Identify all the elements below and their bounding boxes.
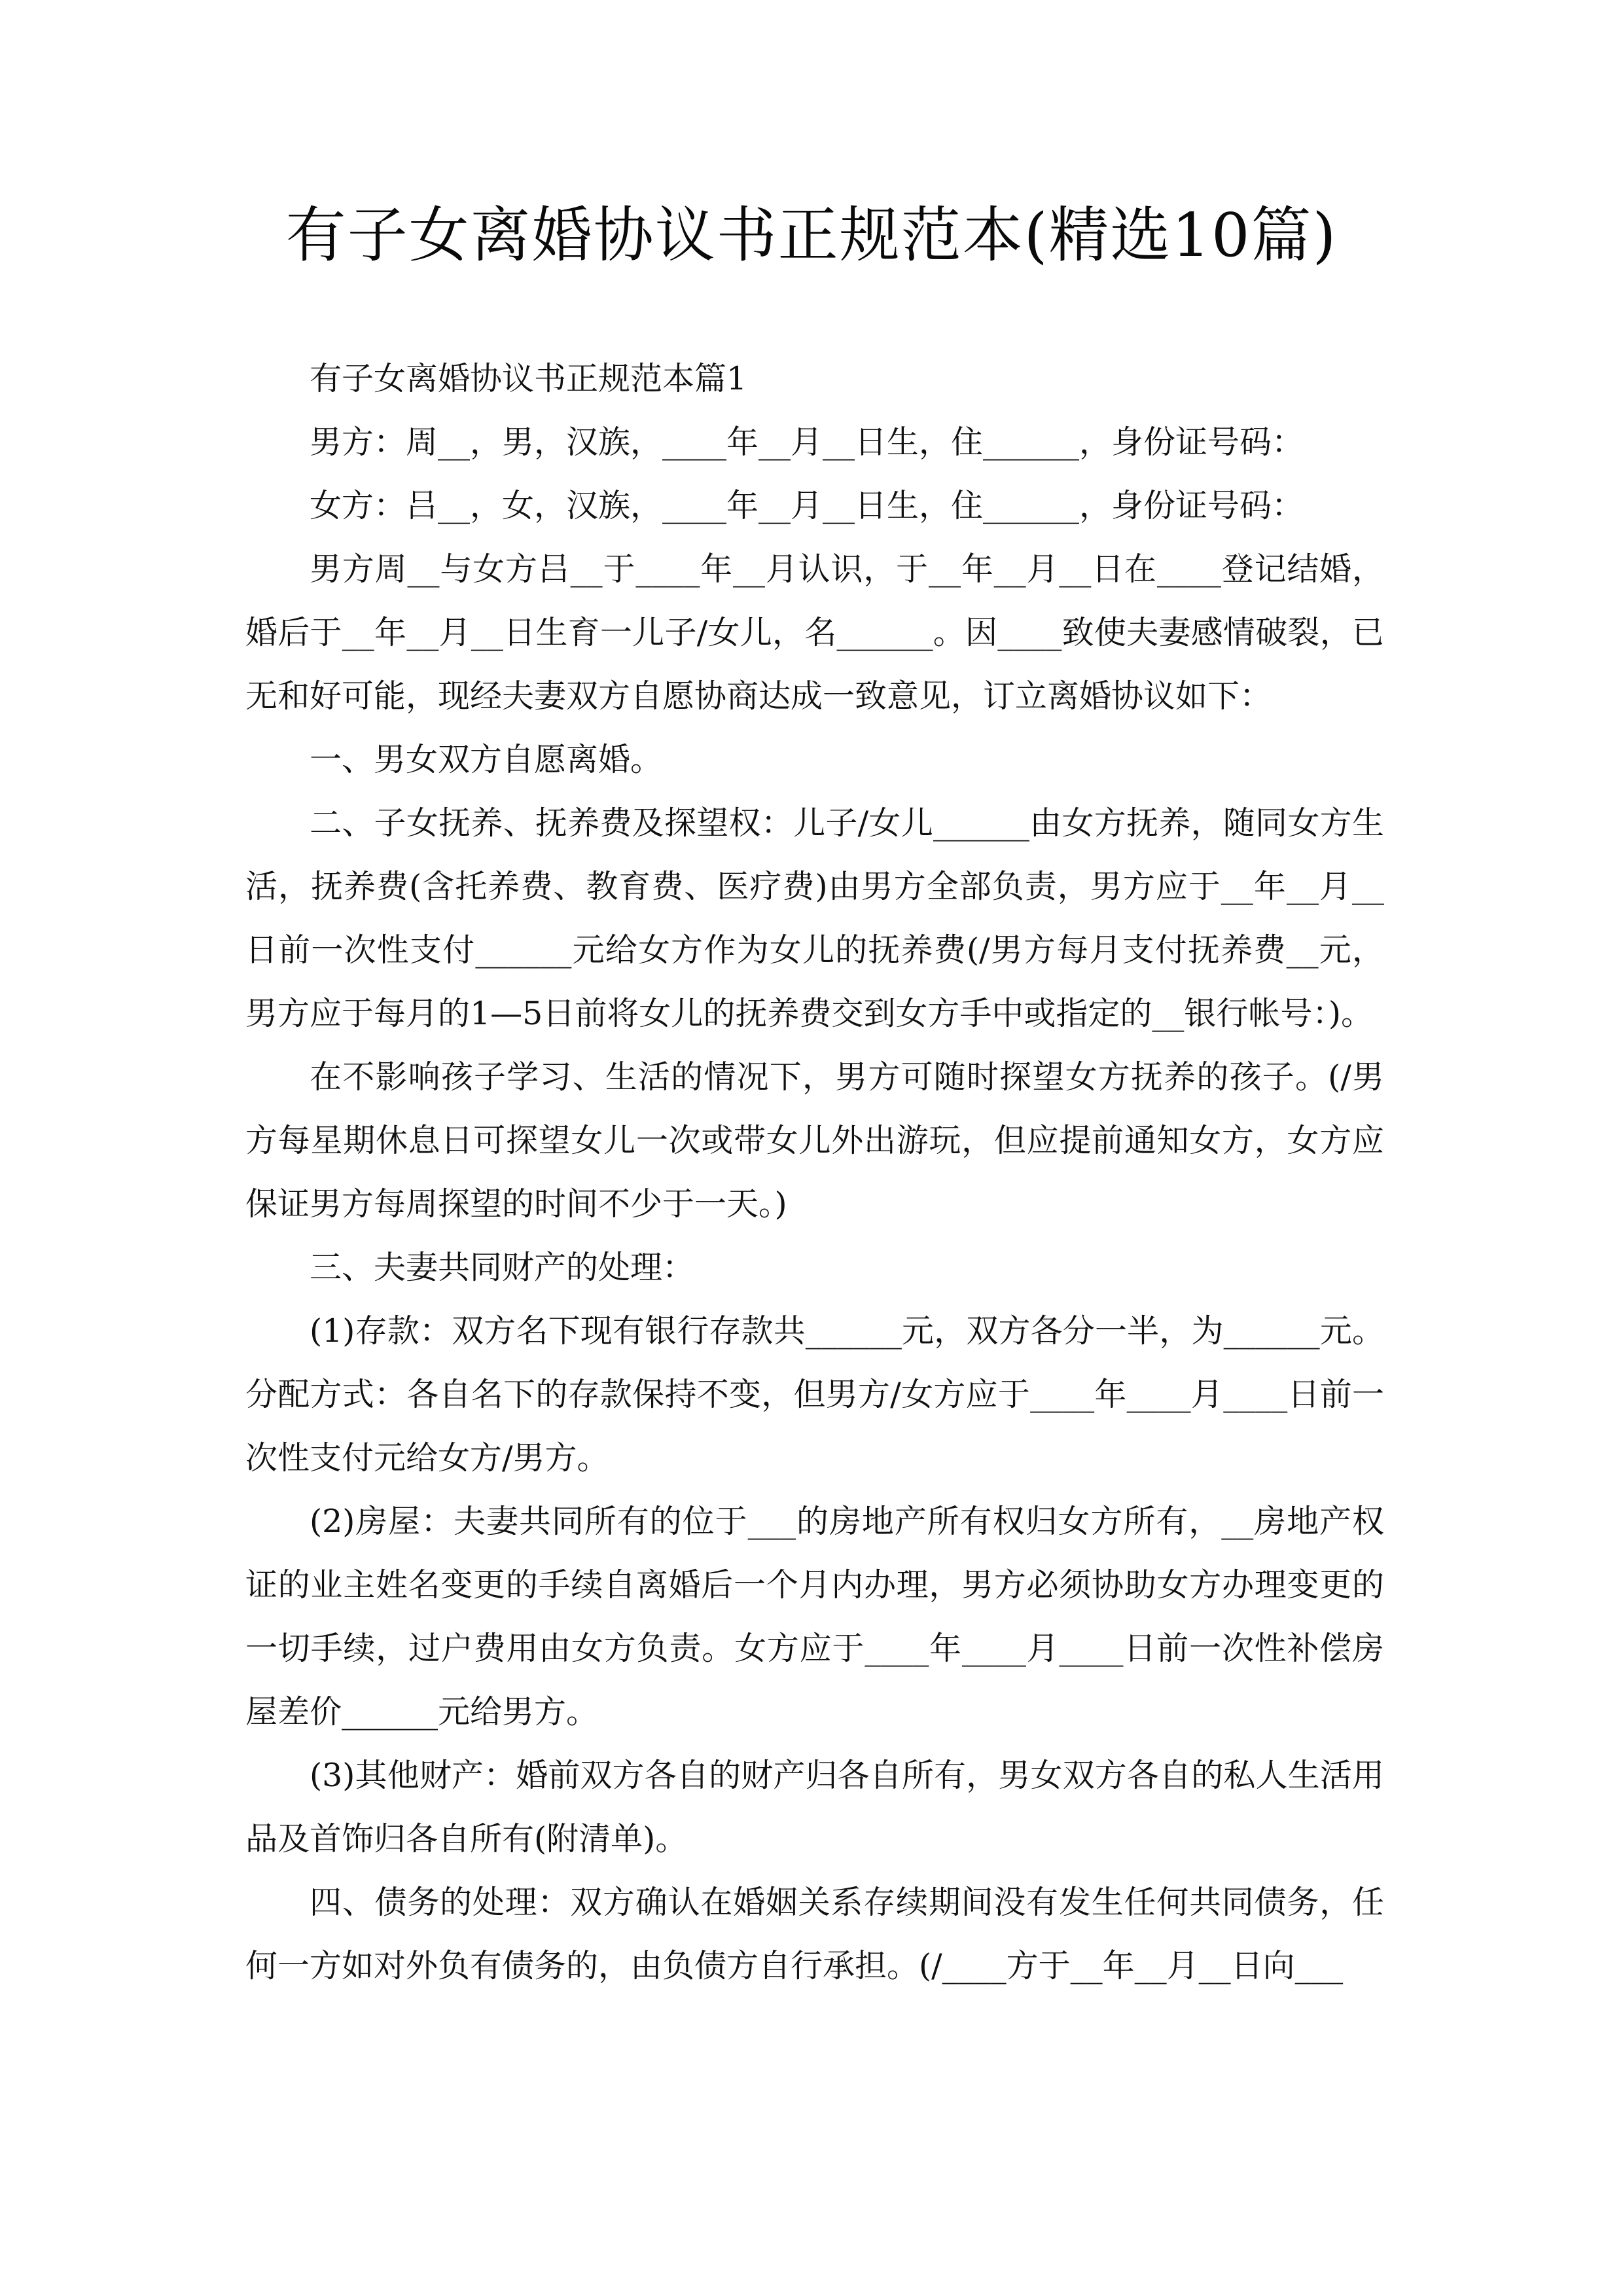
clause-2-child-custody: 二、子女抚养、抚养费及探望权：儿子/女儿______由女方抚养，随同女方生活，抚养费(含托养费、教育费、医疗费)由男方全部负责，男方应于__年__月__日前一次性支付______元给女方作为女儿的抚养费(/男方每月支付抚养费__元，男方应于每月的1—5日前将女儿的抚养费交到女方手中或指定的__银行帐号：)。 <box>245 804 1384 1032</box>
clause-3-1-savings: (1)存款：双方名下现有银行存款共______元，双方各分一半，为______元。分配方式：各自名下的存款保持不变，但男方/女方应于____年____月____日前一次性支付元给女方/男方。 <box>245 1312 1384 1477</box>
clause-3-3-other-property: (3)其他财产：婚前双方各自的财产归各自所有，男女双方各自的私人生活用品及首饰归各自所有(附清单)。 <box>245 1757 1384 1857</box>
paragraph-male-party: 男方：周__，男，汉族，____年__月__日生，住______，身份证号码： <box>310 423 1304 461</box>
clause-4-debts: 四、债务的处理：双方确认在婚姻关系存续期间没有发生任何共同债务，任何一方如对外负有债务的，由负债方自行承担。(/____方于__年__月__日向___ <box>245 1884 1384 1984</box>
section-heading: 有子女离婚协议书正规范本篇1 <box>310 360 747 397</box>
paragraph-preamble: 男方周__与女方吕__于____年__月认识，于__年__月__日在____登记结婚，婚后于__年__月__日生育一儿子/女儿，名______。因____致使夫妻感情破裂，已无和好可能，现经夫妻双方自愿协商达成一致意见，订立离婚协议如下： <box>245 550 1384 715</box>
clause-3-2-house: (2)房屋：夫妻共同所有的位于___的房地产所有权归女方所有，__房地产权证的业主姓名变更的手续自离婚后一个月内办理，男方必须协助女方办理变更的一切手续，过户费用由女方负责。女方应于____年____月____日前一次性补偿房屋差价______元给男方。 <box>245 1503 1384 1731</box>
document-body <box>245 347 1384 1998</box>
document-title: 有子女离婚协议书正规范本(精选10篇) <box>285 200 1338 270</box>
clause-3-property-heading: 三、夫妻共同财产的处理： <box>310 1249 695 1286</box>
paragraph-visitation: 在不影响孩子学习、生活的情况下，男方可随时探望女方抚养的孩子。(/男方每星期休息日可探望女儿一次或带女儿外出游玩，但应提前通知女方，女方应保证男方每周探望的时间不少于一天。) <box>245 1058 1384 1223</box>
clause-1-divorce: 一、男女双方自愿离婚。 <box>310 741 663 778</box>
paragraph-female-party: 女方：吕__，女，汉族，____年__月__日生，住______，身份证号码： <box>310 487 1304 524</box>
